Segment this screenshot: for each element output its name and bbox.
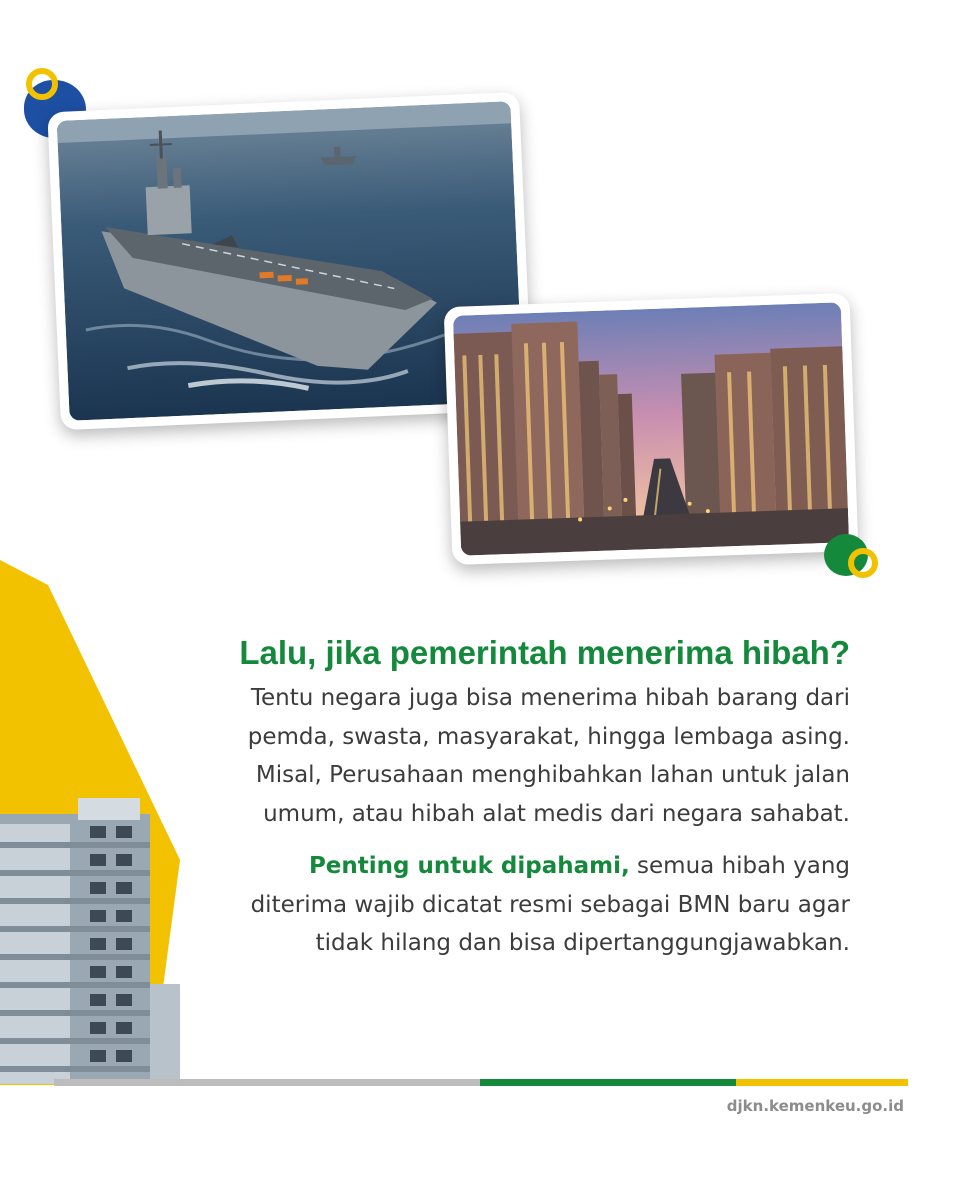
paragraph-important-line-2: diterima wajib dicatat resmi sebagai BMN baru agar <box>250 891 850 918</box>
footer-divider-gray <box>54 1079 480 1086</box>
paragraph-intro-line-1: Tentu negara juga bisa menerima hibah barang dari <box>250 685 850 711</box>
yellow-ring-decoration-bottom <box>848 548 878 578</box>
text-content <box>160 630 850 963</box>
website-url: djkn.kemenkeu.go.id <box>726 1097 904 1115</box>
yellow-ring-decoration-top <box>26 68 58 100</box>
apartment-city-photo <box>444 293 859 565</box>
footer-divider-green <box>480 1079 736 1086</box>
paragraph-important-line-3: tidak hilang dan bisa dipertanggungjawabkan. <box>315 930 850 956</box>
paragraph-intro-line-3: Misal, Perusahaan menghibahkan lahan untuk jalan <box>255 762 850 788</box>
paragraph-intro-line-4: umum, atau hibah alat medis dari negara sahabat. <box>263 800 850 827</box>
footer-divider-yellow <box>736 1079 908 1086</box>
apartment-city-image <box>453 302 849 555</box>
paragraph-important-line-1 <box>160 847 850 886</box>
section-heading: Lalu, jika pemerintah menerima hibah? <box>239 634 850 671</box>
paragraph-important <box>160 847 850 963</box>
paragraph-important-line-1-rest: semua hibah yang <box>629 853 850 879</box>
paragraph-intro <box>160 679 850 833</box>
paragraph-intro-line-2: pemda, swasta, masyarakat, hingga lembaga asing. <box>247 723 850 750</box>
emphasis-text: Penting untuk dipahami, <box>308 853 630 879</box>
